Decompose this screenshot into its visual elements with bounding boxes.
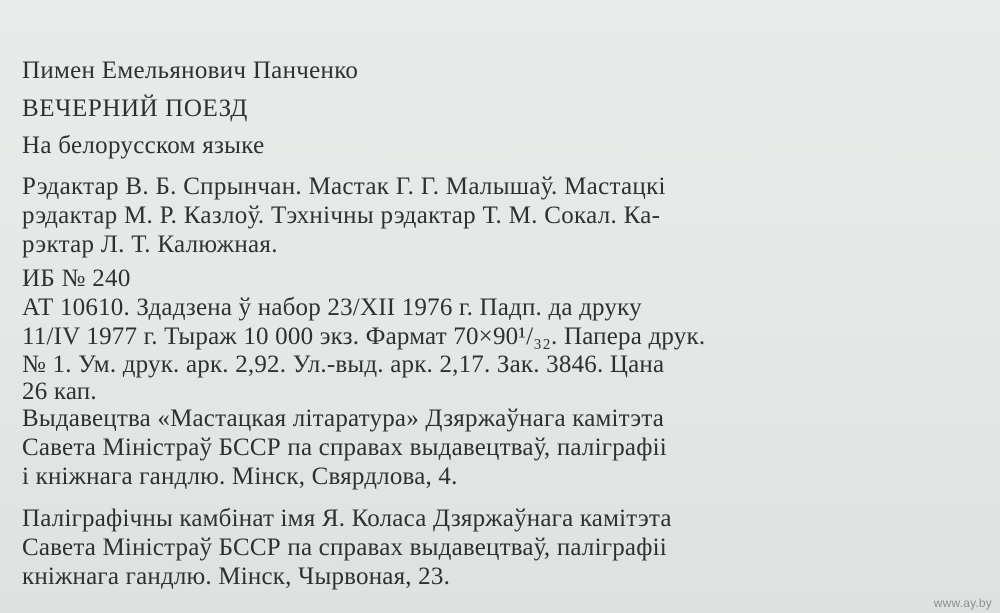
publisher-line-1: Выдавецтва «Мастацкая літаратура» Дзяржаўнага камітэта xyxy=(22,405,665,432)
language-note: На белорусском языке xyxy=(22,132,265,159)
print-line-3: № 1. Ум. друк. арк. 2,92. Ул.-выд. арк. 2,17. Зак. 3846. Цана xyxy=(22,351,665,378)
printer-line-2: Савета Міністраў БССР па справах выдавецтваў, паліграфіі xyxy=(22,534,667,561)
credits-line-2: рэдактар М. Р. Казлоў. Тэхнічны рэдактар Т. М. Сокал. Ка- xyxy=(22,202,661,229)
site-watermark: www.ay.by xyxy=(933,596,992,610)
print-line-2: 11/IV 1977 г. Тыраж 10 000 экз. Фармат 70×90¹/₃₂. Папера друк. xyxy=(22,323,706,350)
ib-number: ИБ № 240 xyxy=(22,265,131,292)
author-name: Пимен Емельянович Панченко xyxy=(22,57,359,84)
credits-line-3: рэктар Л. Т. Калюжная. xyxy=(22,231,278,258)
printer-line-1: Паліграфічны камбінат імя Я. Коласа Дзяржаўнага камітэта xyxy=(22,505,672,532)
printer-line-3: кніжнага гандлю. Мінск, Чырвоная, 23. xyxy=(22,563,451,590)
credits-line-1: Рэдактар В. Б. Спрынчан. Мастак Г. Г. Малышаў. Мастацкі xyxy=(22,173,666,200)
publisher-line-2: Савета Міністраў БССР па справах выдавецтваў, паліграфіі xyxy=(22,434,667,461)
print-line-4: 26 кап. xyxy=(22,378,97,405)
book-title: ВЕЧЕРНИЙ ПОЕЗД xyxy=(22,95,248,122)
print-line-1: АТ 10610. Здадзена ў набор 23/XII 1976 г. Падп. да друку xyxy=(22,294,642,321)
publisher-line-3: і кніжнага гандлю. Мінск, Свярдлова, 4. xyxy=(22,463,458,490)
